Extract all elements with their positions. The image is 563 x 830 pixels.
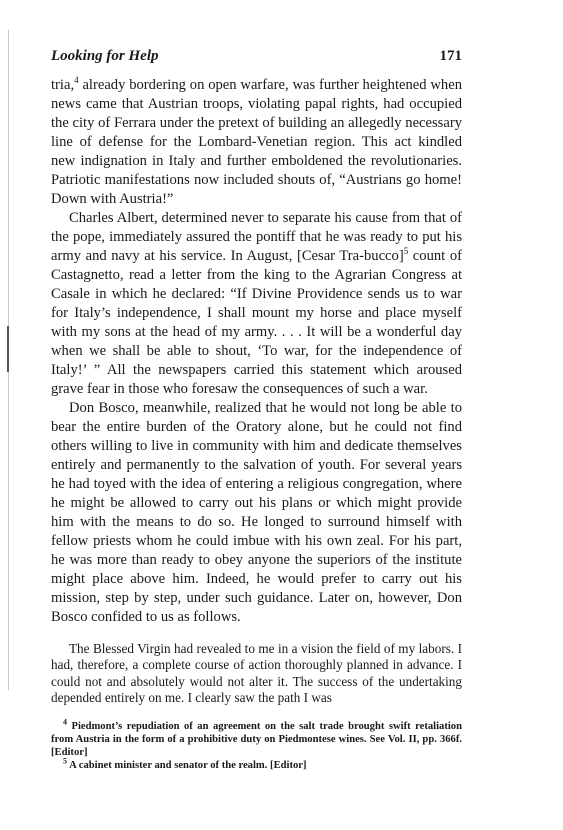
footnote: $^4$ Piedmont’s repudiation of an agreement on the salt trade brought swift retaliation from Austria in the form of a prohibitive duty on Piedmontese wines. See Vol. II, pp. 366f. [Editor]	[51, 717, 462, 759]
scan-margin-mark	[7, 326, 9, 372]
quote-text: The Blessed Virgin had revealed to me in a vision the field of my labors. I had, therefore, a complete course of action thoroughly planned in advance. I could not and absolutely would not alter it. The success of the undertaking depended entirely on me. I clearly saw the path I was	[51, 641, 462, 705]
paragraph: Charles Albert, determined never to separate his cause from that of the pope, immediately assured the pontiff that he was ready to put his army and navy at his service. In August, [Cesar Tra-bucco]$^5$ count of Castagnetto, read a letter from the king to the Agrarian Congress at Casale in which he declared: “If Divine Providence sends us to war for Italy’s independence, I shall mount my horse and place myself with my sons at the head of my army. . . . It will be a wonderful day when we shall be able to shout, ‘To war, for the independence of Italy!’ ” All the newspapers carried this statement which aroused grave fear in those who foresaw the consequences of such a war.	[51, 210, 462, 397]
footnote-ref: 5	[403, 246, 409, 257]
footnote-ref: 4	[74, 75, 79, 86]
block-quote	[51, 641, 462, 706]
paragraph: tria,$^4$ already bordering on open warfare, was further heightened when news came that Austrian troops, violating papal rights, had occupied the city of Ferrara under the pretext of building an allegedly necessary line of defense for the Lombard-Venetian region. This act kindled new indignation in Italy and further emboldened the revolutionaries. Patriotic manifestations now included shouts of, “Austrians go home! Down with Austria!”	[51, 75, 462, 207]
body-text	[51, 76, 462, 627]
footnote-mark: 5	[63, 756, 67, 766]
footnote: $^5$ A cabinet minister and senator of the realm. [Editor]	[63, 756, 307, 772]
book-page	[51, 48, 462, 772]
page-header	[51, 48, 462, 70]
footnote-mark: 4	[63, 717, 67, 727]
footnotes	[51, 717, 462, 772]
page-number: 171	[439, 48, 462, 64]
running-head: Looking for Help	[51, 48, 159, 64]
paragraph: Don Bosco, meanwhile, realized that he would not long be able to bear the entire burden of the Oratory alone, but he could not find others willing to live in community with him and dedicate themselves entirely and permanently to the salvation of youth. For several years he had toyed with the idea of entering a religious congregation, where he might be allowed to carry out his plans or which might provide him with the means to do so. He longed to surround himself with fellow priests whom he could imbue with his own zeal. For his part, he was more than ready to obey anyone the superiors of the institute might place above him. Indeed, he would prefer to carry out his mission, step by step, under such guidance. Later on, however, Don Bosco confided to us as follows.	[51, 400, 462, 625]
